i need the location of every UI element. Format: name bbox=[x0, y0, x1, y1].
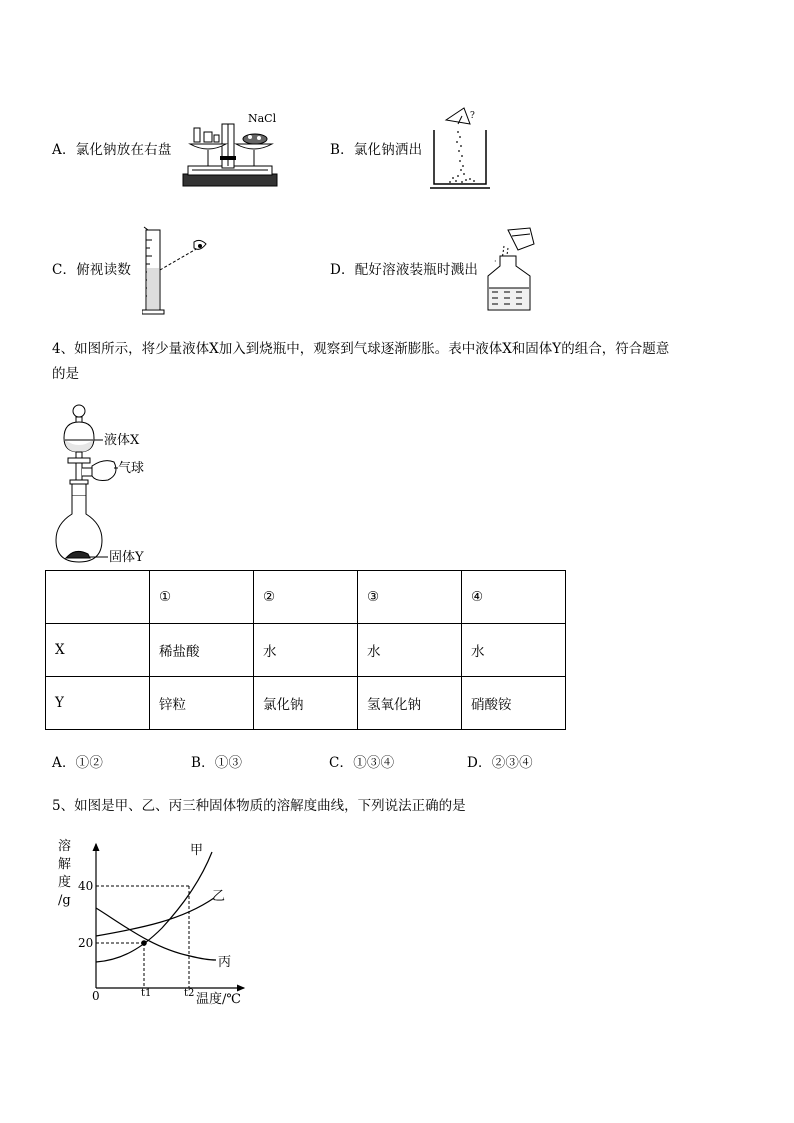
table-cell: ① bbox=[150, 571, 254, 624]
x-tick-label: t1 bbox=[141, 988, 152, 999]
q4-stem bbox=[52, 337, 752, 387]
ylabel-char: 溶 bbox=[58, 839, 72, 854]
flask-balloon-figure bbox=[52, 402, 170, 568]
curve-jia bbox=[96, 852, 212, 962]
table-cell: 锌粒 bbox=[150, 677, 254, 730]
x-axis-label: 温度/℃ bbox=[196, 992, 241, 1007]
balance-figure bbox=[180, 104, 280, 190]
table-cell: ③ bbox=[358, 571, 462, 624]
q4-option-d: D．②③④ bbox=[467, 755, 533, 771]
table-cell: 氯化钠 bbox=[254, 677, 358, 730]
bottle-pour-figure bbox=[484, 224, 542, 316]
table-row bbox=[46, 677, 566, 730]
spill-mark: ? bbox=[470, 111, 475, 121]
solubility-chart bbox=[52, 836, 262, 1012]
q4-stem-line2: 的是 bbox=[52, 366, 79, 382]
nacl-label: NaCl bbox=[248, 112, 277, 125]
ylabel-char: /g bbox=[58, 893, 71, 908]
q4-option-b: B．①③ bbox=[191, 755, 243, 771]
q4-stem-line1: 4、如图所示，将少量液体X加入到烧瓶中，观察到气球逐渐膨胀。表中液体X和固体Y的组合，符合题意 bbox=[52, 341, 670, 357]
solid-y-label: 固体Y bbox=[109, 550, 144, 565]
q3-option-c: C．俯视读数 bbox=[52, 262, 132, 278]
y-tick-label: 20 bbox=[78, 936, 94, 950]
table-row-header bbox=[46, 571, 566, 624]
table-cell: 水 bbox=[462, 624, 566, 677]
table-cell: ④ bbox=[462, 571, 566, 624]
table-cell: ② bbox=[254, 571, 358, 624]
ylabel-char: 解 bbox=[58, 857, 72, 872]
table-cell: Y bbox=[46, 677, 150, 730]
table-cell: 氢氧化钠 bbox=[358, 677, 462, 730]
table-cell: 稀盐酸 bbox=[150, 624, 254, 677]
q5-stem: 5、如图是甲、乙、丙三种固体物质的溶解度曲线，下列说法正确的是 bbox=[52, 798, 466, 814]
table-cell: 水 bbox=[254, 624, 358, 677]
curve-yi bbox=[96, 898, 214, 936]
beaker-spill-figure bbox=[428, 106, 492, 192]
origin-label: 0 bbox=[92, 989, 100, 1003]
q4-option-a: A．①② bbox=[52, 755, 104, 771]
q3-option-a: A．氯化钠放在右盘 bbox=[52, 142, 172, 158]
series-label-bing: 丙 bbox=[218, 955, 232, 970]
svg-text:·: · bbox=[494, 257, 497, 266]
ylabel-char: 度 bbox=[58, 875, 72, 890]
series-label-yi: 乙 bbox=[212, 889, 226, 904]
q3-option-d: D．配好溶液装瓶时溅出 bbox=[330, 262, 479, 278]
combo-table bbox=[45, 570, 566, 730]
table-cell: 硝酸铵 bbox=[462, 677, 566, 730]
q3-option-b: B．氯化钠洒出 bbox=[330, 142, 423, 158]
intersection-point bbox=[141, 940, 147, 946]
table-row bbox=[46, 624, 566, 677]
q4-option-c: C．①③④ bbox=[329, 755, 395, 771]
table-cell: X bbox=[46, 624, 150, 677]
x-tick-label: t2 bbox=[184, 988, 195, 999]
series-label-jia: 甲 bbox=[190, 843, 204, 858]
liquid-x-label: 液体X bbox=[104, 433, 140, 448]
table-cell: 水 bbox=[358, 624, 462, 677]
balloon-label: 气球 bbox=[118, 461, 145, 476]
cylinder-reading-figure bbox=[142, 226, 214, 318]
y-tick-label: 40 bbox=[78, 879, 94, 893]
table-cell bbox=[46, 571, 150, 624]
